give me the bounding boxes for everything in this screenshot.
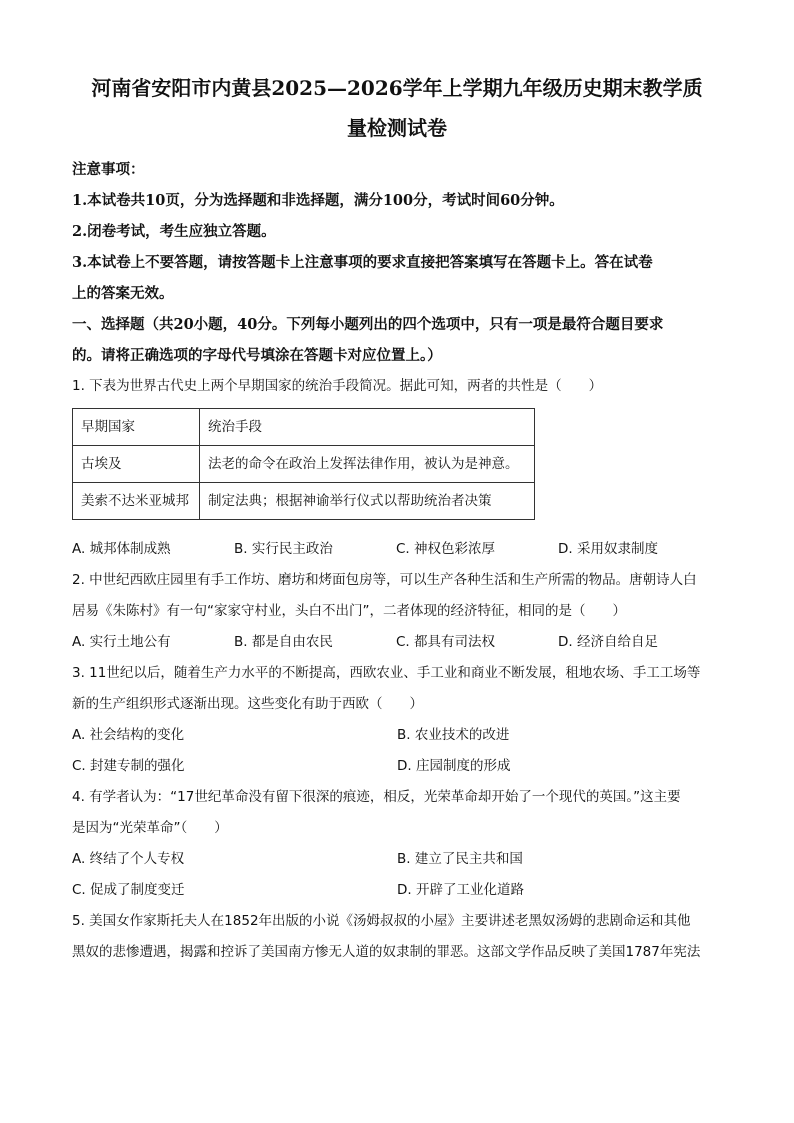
q5-stem-line1: 5. 美国女作家斯托夫人在1852年出版的小说《汤姆叔叔的小屋》主要讲述老黑奴汤姆的悲剧命运和其他 [72,913,691,929]
q1-option-a[interactable]: A. 城邦体制成熟 [72,541,171,557]
q4-option-a[interactable]: A. 终结了个人专权 [72,851,185,867]
q2-option-d[interactable]: D. 经济自给自足 [558,634,658,650]
table-row [73,483,535,520]
q2-stem-line2: 居易《朱陈村》有一句“家家守村业，头白不出门”，二者体现的经济特征，相同的是（ ） [72,603,626,619]
q3-options-row1 [72,720,722,751]
q3-options-row2 [72,751,722,782]
q3-option-a[interactable]: A. 社会结构的变化 [72,727,185,743]
section-heading-b: 的。请将正确选项的字母代号填涂在答题卡对应位置上。） [72,347,442,364]
table-cell: 制定法典；根据神谕举行仪式以帮助统治者决策 [200,483,535,520]
q2-options [72,627,722,658]
q4-options-row2 [72,875,722,906]
q1-stem: 1. 下表为世界古代史上两个早期国家的统治手段简况。据此可知，两者的共性是（ ） [72,378,603,394]
table-cell: 法老的命令在政治上发挥法律作用，被认为是神意。 [200,446,535,483]
table-header-cell: 早期国家 [73,409,200,446]
q4-option-b[interactable]: B. 建立了民主共和国 [397,851,523,867]
q1-option-c[interactable]: C. 神权色彩浓厚 [396,541,496,557]
exam-title-line2: 量检测试卷 [347,116,447,140]
table-row [73,446,535,483]
q3-option-c[interactable]: C. 封建专制的强化 [72,758,185,774]
q4-stem-line2: 是因为“光荣革命”（ ） [72,820,228,836]
table-row [73,409,535,446]
q4-option-c[interactable]: C. 促成了制度变迁 [72,882,185,898]
q1-option-b[interactable]: B. 实行民主政治 [234,541,333,557]
q3-stem-line1: 3. 11世纪以后，随着生产力水平的不断提高，西欧农业、手工业和商业不断发展，租地农场、手工工场等 [72,665,701,681]
q1-options [72,534,722,565]
notice-item-2: 2.闭卷考试，考生应独立答题。 [72,223,276,240]
table-cell: 古埃及 [73,446,200,483]
table-cell: 美索不达米亚城邦 [73,483,200,520]
exam-page [72,68,722,968]
notice-item-1: 1.本试卷共10页，分为选择题和非选择题，满分100分，考试时间60分钟。 [72,192,564,209]
q3-option-b[interactable]: B. 农业技术的改进 [397,727,510,743]
q4-stem-line1: 4. 有学者认为：“17世纪革命没有留下很深的痕迹，相反，光荣革命却开始了一个现代的英国。”这主要 [72,789,681,805]
q1-table [72,408,535,520]
q1-option-d[interactable]: D. 采用奴隶制度 [558,541,658,557]
section-heading-a: 一、选择题（共20小题，40分。下列每小题列出的四个选项中，只有一项是最符合题目要求 [72,316,664,333]
q3-stem-line2: 新的生产组织形式逐渐出现。这些变化有助于西欧（ ） [72,696,423,712]
q2-option-c[interactable]: C. 都具有司法权 [396,634,496,650]
q2-option-a[interactable]: A. 实行土地公有 [72,634,171,650]
q2-stem-line1: 2. 中世纪西欧庄园里有手工作坊、磨坊和烤面包房等，可以生产各种生活和生产所需的物品。唐朝诗人白 [72,572,697,588]
table-header-cell: 统治手段 [200,409,535,446]
q4-options-row1 [72,844,722,875]
notice-item-3b: 上的答案无效。 [72,285,174,302]
notice-item-3a: 3.本试卷上不要答题，请按答题卡上注意事项的要求直接把答案填写在答题卡上。答在试卷 [72,254,653,271]
q2-option-b[interactable]: B. 都是自由农民 [234,634,333,650]
q3-option-d[interactable]: D. 庄园制度的形成 [397,758,511,774]
notice-heading: 注意事项： [72,161,145,178]
q5-stem-line2: 黑奴的悲惨遭遇，揭露和控诉了美国南方惨无人道的奴隶制的罪恶。这部文学作品反映了美国1787年宪法 [72,944,701,960]
q4-option-d[interactable]: D. 开辟了工业化道路 [397,882,524,898]
exam-title-line1: 河南省安阳市内黄县2025—2026学年上学期九年级历史期末教学质 [91,76,703,100]
